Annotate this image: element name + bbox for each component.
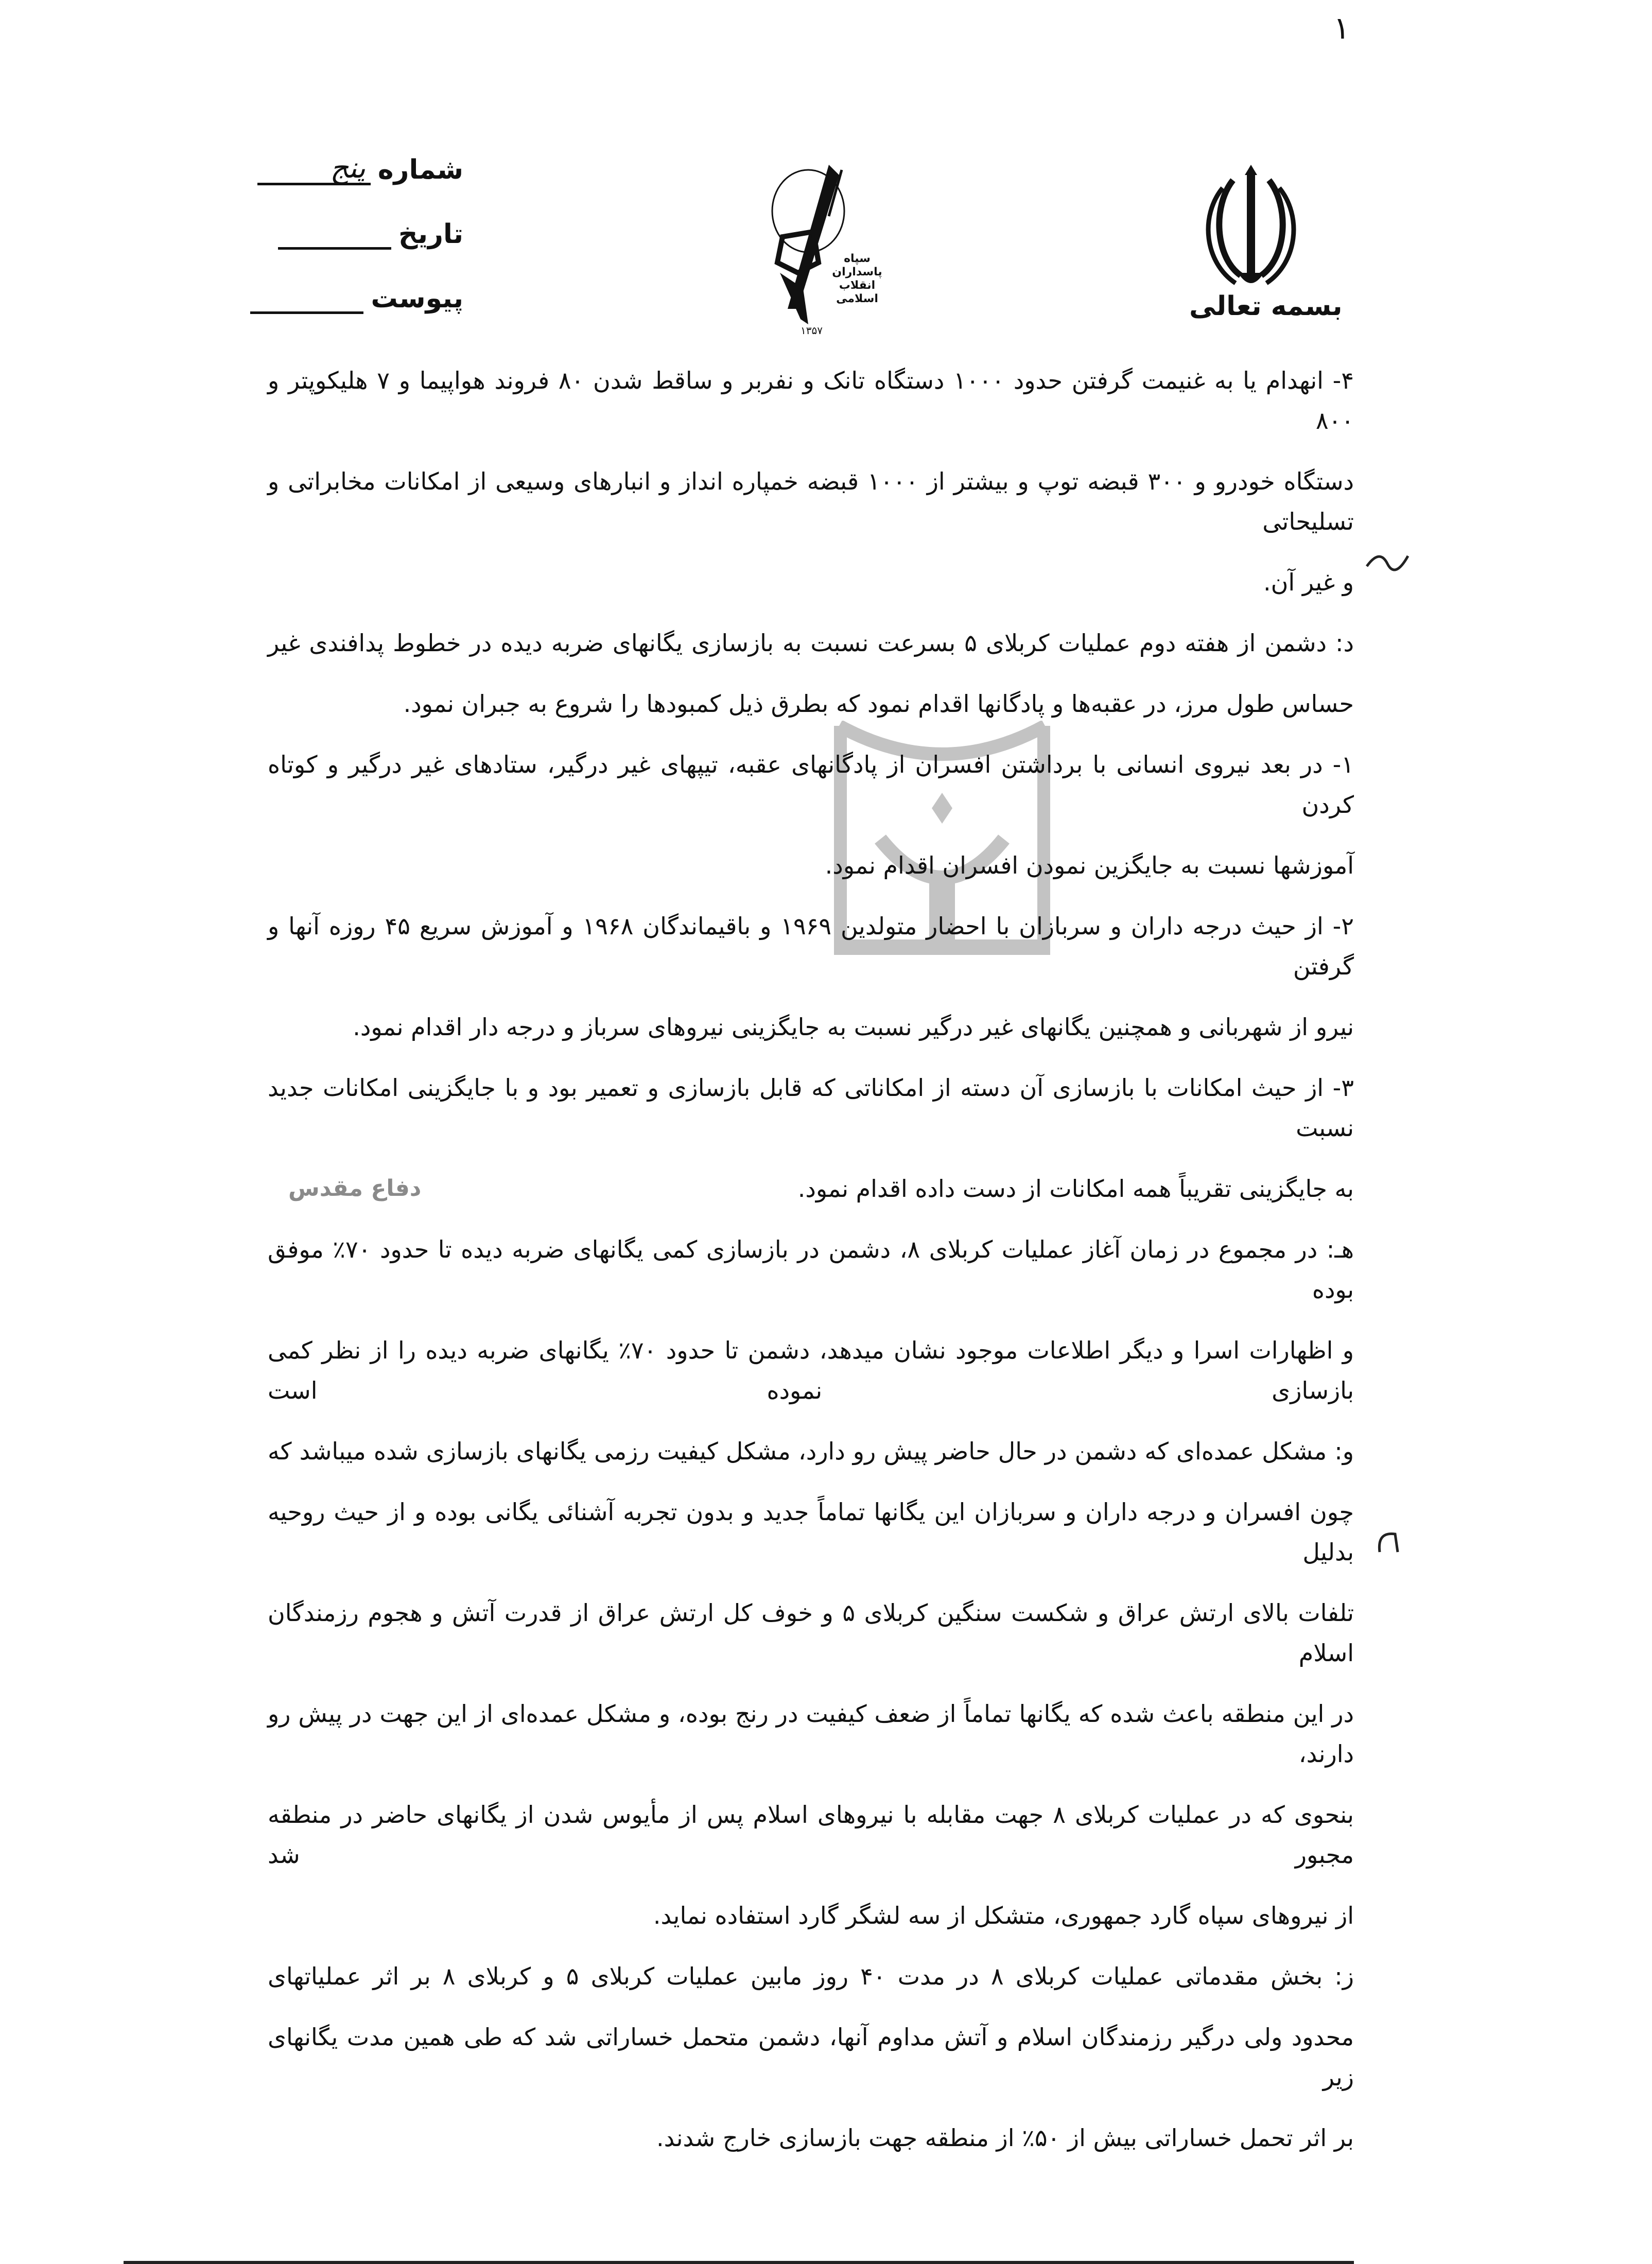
- text-line: به جایگزینی تقریباً همه امکانات از دست داده اقدام نمود.: [797, 1175, 1354, 1203]
- text-line-with-watermark: [268, 1169, 1354, 1209]
- text-line: ۳- از حیث امکانات با بازسازی آن دسته از امکاناتی که قابل بازسازی و تعمیر بود و با جایگزینی امکانات جدید نسبت: [268, 1074, 1354, 1142]
- irgc-logo-text: سپاه پاسداران انقلاب اسلامی: [832, 252, 882, 305]
- page-number: ۱: [1333, 10, 1350, 46]
- date-label: تاریخ: [398, 219, 463, 250]
- text-line: ۴- انهدام یا به غنیمت گرفتن حدود ۱۰۰۰ دستگاه تانک و نفربر و ساقط شدن ۸۰ فروند هواپیما و ۷ هلیکوپتر و ۸۰۰: [268, 367, 1354, 434]
- margin-scribble-icon: [1375, 1521, 1405, 1557]
- document-body: [268, 360, 1354, 2264]
- text-line: در این منطقه باعث شده که یگانها تماماً از ضعف کیفیت در رنج بوده، و مشکل عمده‌ای از این جهت در پیش رو دارند،: [268, 1700, 1354, 1768]
- text-line: محدود ولی درگیر رزمندگان اسلام و آتش مداوم آنها، دشمن متحمل خساراتی شد که طی همین مدت یگانهای زیر: [268, 2023, 1354, 2091]
- iran-emblem: [1184, 160, 1318, 293]
- text-line: حساس طول مرز، در عقبه‌ها و پادگانها اقدام نمود که بطرق ذیل کمبودها را شروع به جبران نمود.: [403, 690, 1354, 718]
- text-line: د: دشمن از هفته دوم عملیات کربلای ۵ بسرعت نسبت به بازسازی یگانهای ضربه دیده در خطوط پدافندی غیر: [268, 629, 1354, 657]
- basmala: بسمه تعالی: [1189, 291, 1343, 322]
- text-line: و غیر آن.: [1263, 568, 1354, 596]
- attachment-blank: [250, 296, 363, 314]
- attachment-label: پیوست: [371, 283, 463, 314]
- watermark-text: دفاع مقدس: [288, 1175, 422, 1201]
- irgc-logo: [752, 154, 885, 340]
- text-line: و: مشکل عمده‌ای که دشمن در حال حاضر پیش رو دارد، مشکل کیفیت رزمی یگانهای بازسازی شده میباشد که: [268, 1437, 1354, 1465]
- margin-scribble-icon: [1364, 546, 1411, 577]
- date-blank: [278, 232, 391, 250]
- text-line: از نیروهای سپاه گارد جمهوری، متشکل از سه لشگر گارد استفاده نماید.: [653, 1902, 1354, 1929]
- bottom-rule: [124, 2261, 1354, 2264]
- iran-emblem-icon: [1184, 160, 1318, 293]
- number-value: پنج: [330, 151, 366, 185]
- text-line: و اظهارات اسرا و دیگر اطلاعات موجود نشان میدهد، دشمن تا حدود ۷۰٪ یگانهای ضربه دیده را از نظر کمی بازسازی نموده است: [268, 1336, 1354, 1404]
- text-line: دستگاه خودرو و ۳۰۰ قبضه توپ و بیشتر از ۱۰۰۰ قبضه خمپاره انداز و انبارهای وسیعی از امکانات مخابراتی و تسلیحاتی: [268, 467, 1354, 535]
- irgc-logo-year: ۱۳۵۷: [801, 324, 823, 337]
- text-line: آموزشها نسبت به جایگزین نمودن افسران اقدام نمود.: [825, 851, 1354, 879]
- text-line: نیرو از شهربانی و همچنین یگانهای غیر درگیر نسبت به جایگزینی نیروهای سرباز و درجه دار اقدام نمود.: [353, 1013, 1354, 1041]
- date-field: [278, 219, 463, 250]
- text-line: چون افسران و درجه داران و سربازان این یگانها تماماً جدید و بدون تجربه آشنائی یگانی بوده و از حیث روحیه بدلیل: [268, 1498, 1354, 1566]
- margin-annotation: [1364, 546, 1411, 583]
- number-field: [257, 151, 463, 185]
- irgc-emblem-icon: [752, 154, 885, 340]
- attachment-field: [250, 283, 463, 314]
- text-line: ۱- در بعد نیروی انسانی با برداشتن افسران از پادگانهای عقبه، تیپهای غیر درگیر، ستادهای غیر درگیر و کوتاه کردن: [268, 751, 1354, 818]
- text-line: ز: بخش مقدماتی عملیات کربلای ۸ در مدت ۴۰ روز مابین عملیات کربلای ۵ و کربلای ۸ بر اثر عملیاتهای: [268, 1962, 1354, 1990]
- text-line: تلفات بالای ارتش عراق و شکست سنگین کربلای ۵ و خوف کل ارتش عراق از قدرت آتش و هجوم رزمندگان اسلام: [268, 1599, 1354, 1667]
- text-line: بر اثر تحمل خساراتی بیش از ۵۰٪ از منطقه جهت بازسازی خارج شدند.: [656, 2124, 1354, 2152]
- number-label: شماره: [377, 154, 463, 185]
- text-line: بنحوی که در عملیات کربلای ۸ جهت مقابله با نیروهای اسلام پس از مأیوس شدن از یگانهای حاضر در منطقه مجبور شد: [268, 1801, 1354, 1869]
- number-blank: [257, 151, 371, 185]
- text-line: ۲- از حیث درجه داران و سربازان با احضار متولدین ۱۹۶۹ و باقیماندگان ۱۹۶۸ و آموزش سریع ۴۵ روزه آنها و گرفتن: [268, 912, 1354, 980]
- text-line: هـ: در مجموع در زمان آغاز عملیات کربلای ۸، دشمن در بازسازی کمی یگانهای ضربه دیده تا حدود ۷۰٪ موفق بوده: [268, 1235, 1354, 1303]
- margin-annotation: [1375, 1521, 1405, 1563]
